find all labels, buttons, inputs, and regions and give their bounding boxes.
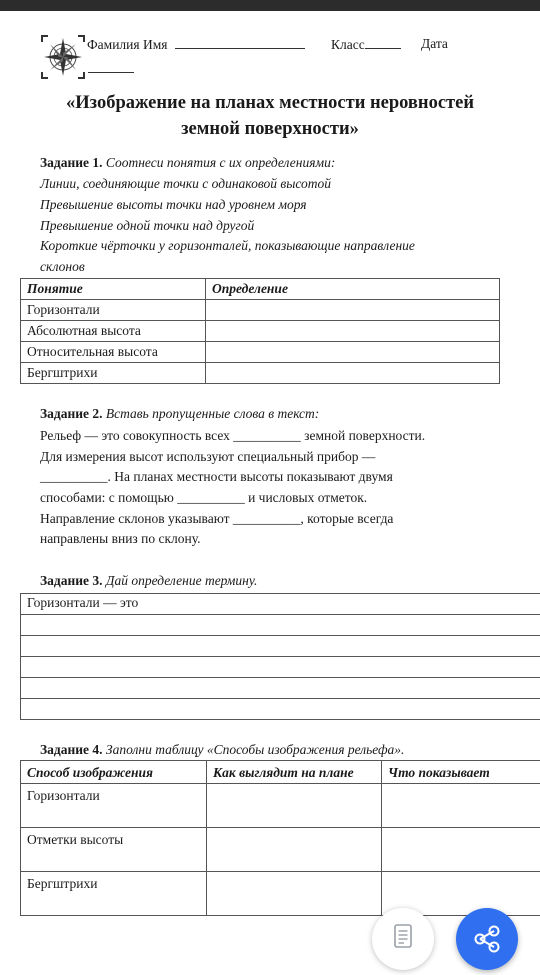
task2-line: Направление склонов указывают __________, которые всегда [40, 511, 393, 527]
task4-table [20, 760, 540, 916]
date-blank [88, 60, 134, 73]
task3-instruction: Дай определение термину. [106, 573, 257, 588]
task1-instruction: Соотнеси понятия с их определениями: [106, 155, 335, 170]
name-field [87, 36, 305, 53]
task2-line: __________. На планах местности высоты показывают двумя [40, 469, 393, 485]
answer-line [21, 615, 540, 636]
task3-heading [40, 573, 257, 589]
name-blank [175, 36, 305, 49]
top-bar [0, 0, 540, 11]
task2-label: Задание 2. [40, 406, 103, 421]
table-row [21, 300, 500, 321]
table-row [21, 828, 540, 872]
table-row [21, 321, 500, 342]
answer-line [21, 657, 540, 678]
table-header: Способ изображения [21, 761, 207, 784]
task2-line: Рельеф — это совокупность всех __________ земной поверхности. [40, 428, 425, 444]
task4-label: Задание 4. [40, 742, 103, 757]
task1-label: Задание 1. [40, 155, 103, 170]
answer-line [21, 699, 540, 720]
table-header-row [21, 761, 540, 784]
document-button[interactable] [372, 908, 434, 970]
table-row [21, 363, 500, 384]
task2-line: Для измерения высот используют специальный прибор — [40, 449, 375, 465]
table-header: Что показывает [382, 761, 540, 784]
table-header: Понятие [21, 279, 206, 300]
table-cell-empty[interactable] [206, 321, 500, 342]
task1-definition: Короткие чёрточки у горизонталей, показывающие направление [40, 238, 415, 254]
document-icon [372, 908, 434, 970]
table-cell: Абсолютная высота [21, 321, 206, 342]
share-button[interactable] [456, 908, 518, 970]
page-title [20, 90, 520, 142]
answer-line-empty[interactable] [21, 636, 540, 657]
task2-line: способами: с помощью __________ и числовых отметок. [40, 490, 367, 506]
task3-answer-lines [20, 593, 540, 720]
answer-line [21, 678, 540, 699]
task1-definition: склонов [40, 259, 85, 275]
answer-line [21, 636, 540, 657]
table-row [21, 342, 500, 363]
task1-definition: Линии, соединяющие точки с одинаковой высотой [40, 176, 331, 192]
table-header: Определение [206, 279, 500, 300]
answer-line-empty[interactable] [21, 678, 540, 699]
task4-heading [40, 742, 404, 758]
table-cell: Горизонтали [21, 784, 207, 828]
table-cell-empty[interactable] [207, 872, 382, 916]
table-cell-empty[interactable] [206, 363, 500, 384]
task4-instruction: Заполни таблицу «Способы изображения рельефа». [106, 742, 405, 757]
table-cell: Относительная высота [21, 342, 206, 363]
table-cell: Отметки высоты [21, 828, 207, 872]
answer-line-empty[interactable] [21, 657, 540, 678]
share-icon [456, 908, 518, 970]
task2-instruction: Вставь пропущенные слова в текст: [106, 406, 319, 421]
table-cell: Бергштрихи [21, 872, 207, 916]
task1-heading [40, 155, 335, 171]
task2-heading [40, 406, 319, 422]
class-blank [365, 36, 401, 49]
table-cell-empty[interactable] [207, 828, 382, 872]
table-cell: Бергштрихи [21, 363, 206, 384]
table-cell-empty[interactable] [382, 828, 540, 872]
answer-line-empty[interactable] [21, 699, 540, 720]
class-label: Класс [331, 37, 365, 52]
name-label: Фамилия Имя [87, 37, 167, 52]
task1-table [20, 278, 500, 384]
table-cell-empty[interactable] [382, 784, 540, 828]
task2-line: направлены вниз по склону. [40, 531, 201, 547]
task3-label: Задание 3. [40, 573, 103, 588]
answer-line-text[interactable]: Горизонтали — это [21, 594, 540, 615]
class-field [331, 36, 401, 53]
task1-definition: Превышение одной точки над другой [40, 218, 254, 234]
table-row [21, 784, 540, 828]
date-label: Дата [421, 36, 448, 52]
table-cell-empty[interactable] [206, 342, 500, 363]
answer-line-empty[interactable] [21, 615, 540, 636]
table-cell-empty[interactable] [207, 784, 382, 828]
table-header-row [21, 279, 500, 300]
table-cell: Горизонтали [21, 300, 206, 321]
title-line-1: «Изображение на планах местности неровностей [20, 90, 520, 116]
compass-rose-icon [40, 34, 86, 80]
title-line-2: земной поверхности» [20, 116, 520, 142]
task1-definition: Превышение высоты точки над уровнем моря [40, 197, 307, 213]
table-header: Как выглядит на плане [207, 761, 382, 784]
table-cell-empty[interactable] [206, 300, 500, 321]
answer-line [21, 594, 540, 615]
